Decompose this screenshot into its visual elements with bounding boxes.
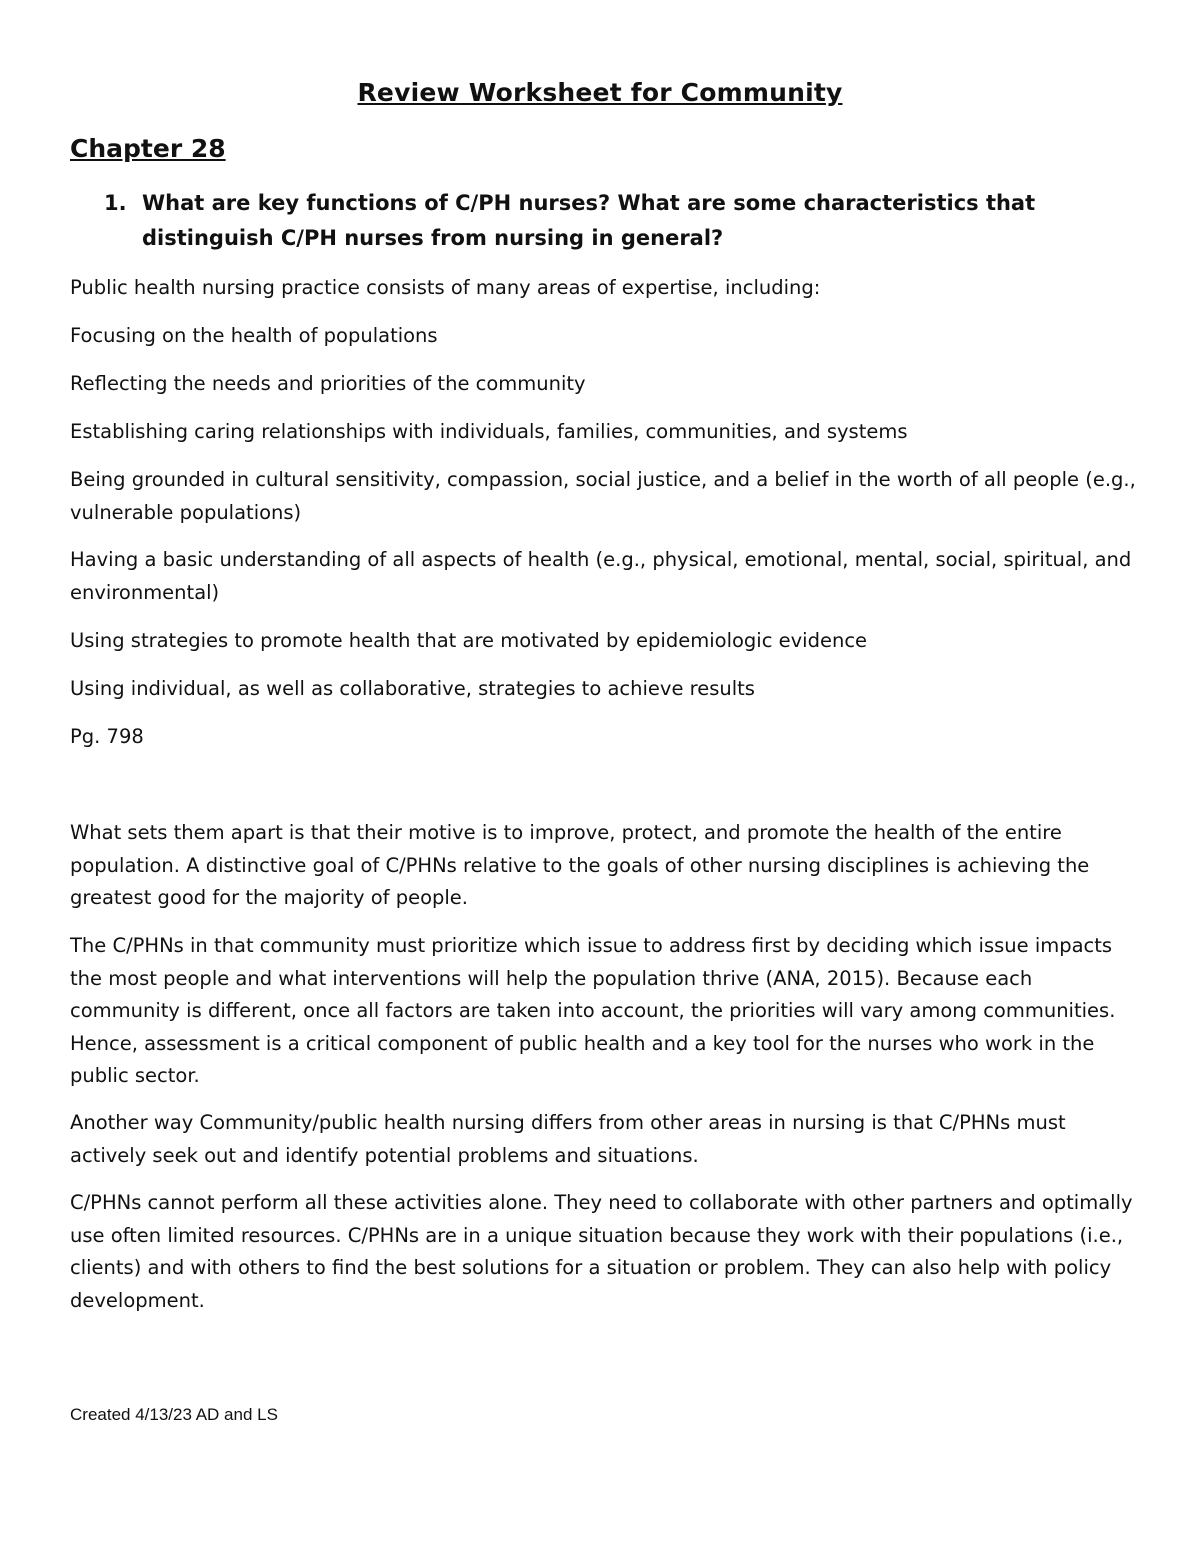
list-item: Reflecting the needs and priorities of the community bbox=[70, 372, 586, 395]
document-title: Review Worksheet for Community bbox=[357, 78, 843, 107]
list-item: Having a basic understanding of all aspects of health (e.g., physical, emotional, mental, social, spiritual, and environmental) bbox=[70, 548, 1132, 604]
question-number: 1. bbox=[104, 191, 127, 215]
question-1 bbox=[104, 186, 1144, 256]
list-item: Focusing on the health of populations bbox=[70, 324, 438, 347]
footer-created-note: Created 4/13/23 AD and LS bbox=[70, 1405, 278, 1424]
body-paragraph: The C/PHNs in that community must prioritize which issue to address first by deciding which issue impacts the most people and what interventions will help the population thrive (ANA, 2015). Because each community is different, once all factors are taken into account, the priorities will vary among communities. Hence, assessment is a critical component of public health and a key tool for the nurses who work in the public sector. bbox=[70, 934, 1116, 1087]
body-paragraph: Another way Community/public health nursing differs from other areas in nursing is that C/PHNs must actively seek out and identify potential problems and situations. bbox=[70, 1111, 1066, 1167]
question-text: What are key functions of C/PH nurses? What are some characteristics that distinguish C/PH nurses from nursing in general? bbox=[142, 191, 1036, 250]
list-item: Using individual, as well as collaborative, strategies to achieve results bbox=[70, 677, 755, 700]
list-item: Establishing caring relationships with individuals, families, communities, and systems bbox=[70, 420, 908, 443]
chapter-heading: Chapter 28 bbox=[70, 134, 226, 163]
list-item: Being grounded in cultural sensitivity, compassion, social justice, and a belief in the worth of all people (e.g., vulnerable populations) bbox=[70, 468, 1136, 524]
intro-paragraph: Public health nursing practice consists of many areas of expertise, including: bbox=[70, 276, 821, 299]
list-item: Using strategies to promote health that are motivated by epidemiologic evidence bbox=[70, 629, 868, 652]
body-paragraph: What sets them apart is that their motive is to improve, protect, and promote the health of the entire population. A distinctive goal of C/PHNs relative to the goals of other nursing disciplines is achieving the greatest good for the majority of people. bbox=[70, 821, 1090, 909]
body-paragraph: C/PHNs cannot perform all these activities alone. They need to collaborate with other partners and optimally use often limited resources. C/PHNs are in a unique situation because they work with their populations (i.e., clients) and with others to find the best solutions for a situation or problem. They can also help with policy development. bbox=[70, 1191, 1133, 1312]
page-reference: Pg. 798 bbox=[70, 725, 144, 748]
